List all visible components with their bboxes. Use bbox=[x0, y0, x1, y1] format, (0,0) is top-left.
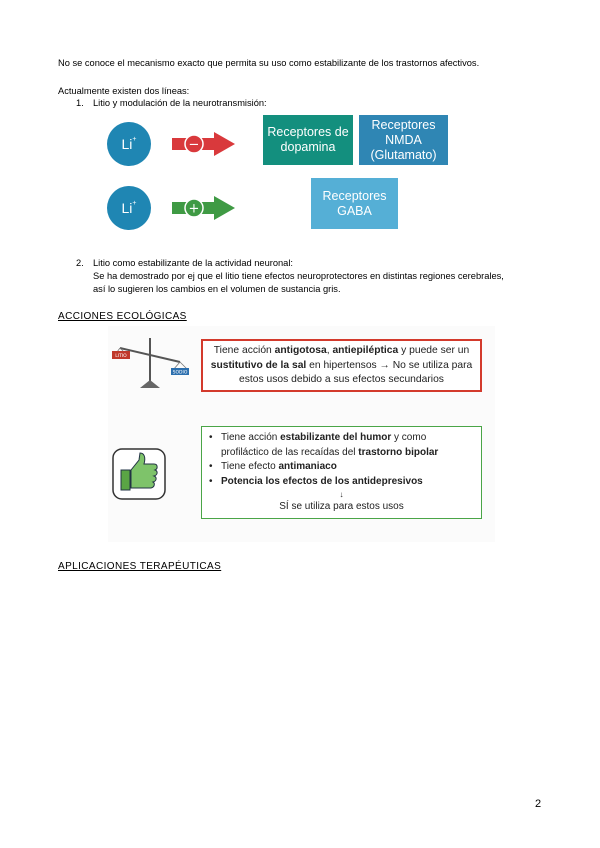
green-panel-bullet-3 bbox=[208, 475, 475, 490]
green-panel-bullet-1 bbox=[208, 431, 475, 460]
scale-right-label: SODIO bbox=[172, 370, 188, 376]
bullet-text: Tiene efecto bbox=[221, 461, 279, 472]
box-receptores-gaba: Receptores GABA bbox=[311, 178, 398, 229]
bullet-bold-text: trastorno bipolar bbox=[358, 446, 439, 458]
aplicaciones-heading: APLICACIONES TERAPÉUTICAS bbox=[58, 561, 222, 572]
bullet-bold-text: Potencia los efectos de los antidepresivos bbox=[221, 475, 423, 487]
bullet-text: y como profiláctico de las recaídas del bbox=[221, 432, 427, 458]
lithium-charge: + bbox=[132, 135, 137, 143]
red-panel-bold-antiepileptica: antiepiléptica bbox=[332, 345, 399, 356]
lithium-circle-2 bbox=[107, 186, 151, 230]
red-panel-text: , bbox=[326, 345, 333, 356]
lines-heading: Actualmente existen dos líneas: bbox=[58, 86, 190, 96]
plus-sign: + bbox=[188, 201, 200, 217]
list-number-2: 2. bbox=[76, 258, 84, 268]
red-panel-bold-sal: sustitutivo de la sal bbox=[210, 359, 307, 371]
box-receptores-dopamina: Receptores de dopamina bbox=[263, 115, 353, 165]
green-panel-bullet-2 bbox=[208, 460, 475, 475]
inhibition-arrow-icon bbox=[172, 130, 236, 158]
red-panel-text: en hipertensos → No se utiliza para estos usos debido a sus efectos secundarios bbox=[239, 359, 473, 385]
bullet-text: Tiene acción bbox=[221, 432, 281, 443]
green-panel-footer: SÍ se utiliza para estos usos bbox=[279, 501, 404, 512]
list-item-1-label: Litio y modulación de la neurotransmisión: bbox=[93, 98, 267, 108]
list-item-2-line2: así lo sugieren los cambios en el volumen de sustancia gris. bbox=[93, 284, 341, 294]
activation-arrow-icon bbox=[172, 194, 236, 222]
lithium-symbol: Li bbox=[121, 200, 133, 216]
red-panel-text: y puede ser un bbox=[398, 345, 470, 356]
intro-paragraph: No se conoce el mecanismo exacto que permita su uso como estabilizante de los trastornos afectivos. bbox=[58, 58, 480, 68]
lithium-circle-1 bbox=[107, 122, 151, 166]
list-item-2-line1: Se ha demostrado por ej que el litio tiene efectos neuroprotectores en distintas regiones cerebrales, bbox=[93, 271, 504, 281]
bullet-bold-text: antimaniaco bbox=[278, 461, 337, 472]
red-panel-bold-antigotosa: antigotosa bbox=[274, 345, 327, 356]
list-number-1: 1. bbox=[76, 98, 84, 108]
lithium-symbol: Li bbox=[121, 136, 133, 152]
acciones-heading: ACCIONES ECOLÓGICAS bbox=[58, 311, 187, 322]
scale-left-label: LITIO bbox=[115, 354, 127, 359]
down-arrow-icon: ↓ bbox=[339, 490, 344, 499]
thumbs-up-icon bbox=[112, 448, 166, 500]
list-item-2-label: Litio como estabilizante de la actividad neuronal: bbox=[93, 258, 294, 268]
box-receptores-nmda: Receptores NMDA (Glutamato) bbox=[359, 115, 448, 165]
acciones-figure bbox=[108, 326, 495, 542]
minus-sign: − bbox=[188, 137, 200, 153]
lithium-charge: + bbox=[132, 199, 137, 207]
balance-scale-icon bbox=[110, 332, 190, 392]
red-panel-text: Tiene acción bbox=[213, 345, 275, 356]
page-number: 2 bbox=[535, 798, 542, 810]
bullet-bold-text: estabilizante del humor bbox=[280, 432, 392, 443]
red-panel bbox=[201, 339, 482, 392]
green-panel bbox=[201, 426, 482, 519]
